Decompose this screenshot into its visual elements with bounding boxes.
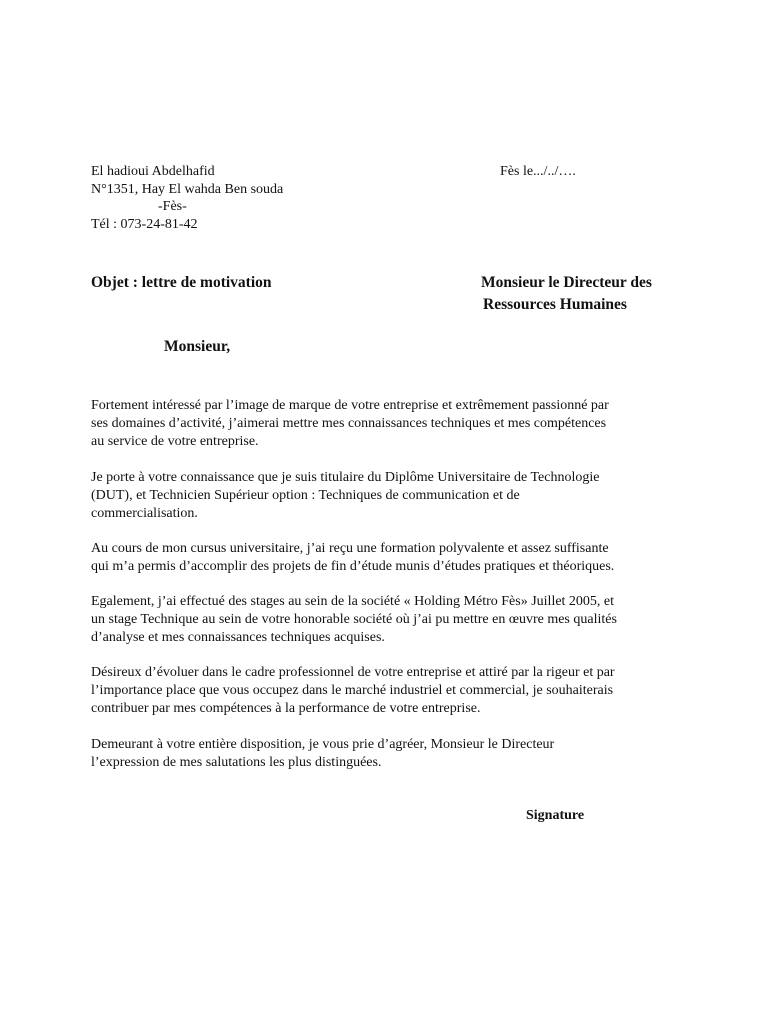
sender-address: N°1351, Hay El wahda Ben souda [91,182,284,197]
sender-phone: Tél : 073-24-81-42 [91,217,198,232]
paragraph-1 [91,397,691,451]
paragraph-line: Je porte à votre connaissance que je suis titulaire du Diplôme Universitaire de Technologie [91,470,600,485]
paragraph-line: l’importance place que vous occupez dans le marché industriel et commercial, je souhaiterais [91,683,614,698]
letter-date: Fès le.../../…. [500,164,576,179]
letter-subject: Objet : lettre de motivation [91,274,272,291]
paragraph-2 [91,469,691,523]
paragraph-4 [91,593,691,647]
paragraph-6 [91,736,691,772]
recipient-line-1: Monsieur le Directeur des [481,274,652,291]
paragraph-line: commercialisation. [91,506,198,521]
sender-city: -Fès- [158,199,187,214]
salutation: Monsieur, [164,338,231,355]
signature-label: Signature [526,808,585,823]
paragraph-3 [91,540,691,576]
paragraph-line: (DUT), et Technicien Supérieur option : Techniques de communication et de [91,488,520,503]
sender-name: El hadioui Abdelhafid [91,164,215,179]
paragraph-line: d’analyse et mes connaissances techniques acquises. [91,630,385,645]
paragraph-line: un stage Technique au sein de votre honorable société où j’ai pu mettre en œuvre mes qualités [91,612,617,627]
recipient-line-2: Ressources Humaines [483,296,627,313]
paragraph-line: Fortement intéressé par l’image de marque de votre entreprise et extrêmement passionné par [91,398,609,413]
paragraph-line: Désireux d’évoluer dans le cadre professionnel de votre entreprise et attiré par la rigeur et par [91,665,615,680]
paragraph-line: l’expression de mes salutations les plus distinguées. [91,755,382,770]
paragraph-5 [91,664,691,718]
paragraph-line: Egalement, j’ai effectué des stages au sein de la société « Holding Métro Fès» Juillet 2005, et [91,594,615,609]
paragraph-line: qui m’a permis d’accomplir des projets de fin d’étude munis d’études pratiques et théoriques. [91,559,615,574]
paragraph-line: ses domaines d’activité, j’aimerai mettre mes connaissances techniques et mes compétences [91,416,607,431]
paragraph-line: Au cours de mon cursus universitaire, j’ai reçu une formation polyvalente et assez suffisante [91,541,609,556]
paragraph-line: Demeurant à votre entière disposition, je vous prie d’agréer, Monsieur le Directeur [91,737,555,752]
paragraph-line: contribuer par mes compétences à la performance de votre entreprise. [91,701,481,716]
paragraph-line: au service de votre entreprise. [91,434,259,449]
